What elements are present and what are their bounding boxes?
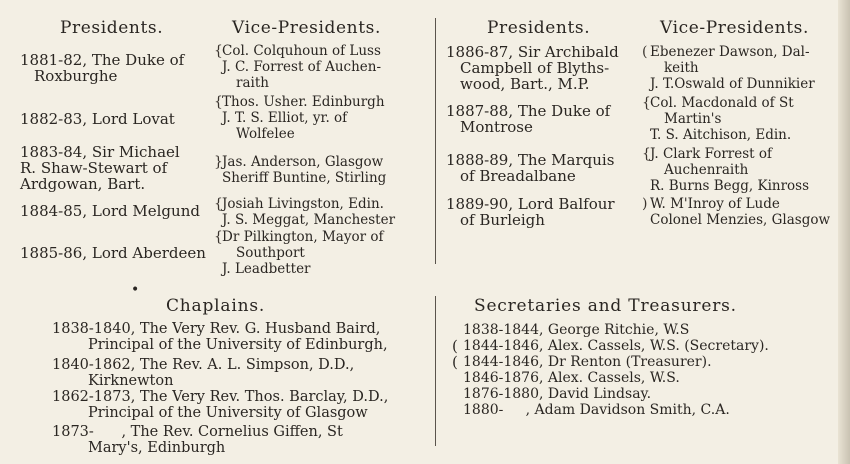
secretary-entry: 1880- , Adam Davidson Smith, C.A. <box>463 402 730 418</box>
secretary-entry: 1844-1846, Dr Renton (Treasurer). <box>463 354 712 370</box>
president-entry-1884 <box>20 203 200 219</box>
vice-president-line: Josiah Livingston, Edin. <box>222 196 384 212</box>
vice-president-line: J. C. Forrest of Auchen- <box>222 59 382 75</box>
president-line: 1885-86, Lord Aberdeen <box>20 244 206 262</box>
secretary-list <box>463 322 769 418</box>
chaplain-entry-1873 <box>52 424 343 456</box>
vice-president-line: Col. Macdonald of St <box>650 95 794 111</box>
president-entry-1886 <box>446 44 619 92</box>
secretary-brace: ( <box>452 353 458 371</box>
president-line: Campbell of Blyths- <box>460 59 610 77</box>
vice-president-line: J. Clark Forrest of <box>650 146 772 162</box>
secretaries-title-text: Secretaries and Treasurers. <box>474 296 737 316</box>
chaplain-entry-1840 <box>52 357 354 389</box>
vice-president-line: Ebenezer Dawson, Dal- <box>650 44 810 60</box>
president-line: 1886-87, Sir Archibald <box>446 43 619 61</box>
vice-president-line: J. Leadbetter <box>222 261 311 277</box>
vice-president-line: Dr Pilkington, Mayor of <box>222 229 384 245</box>
president-line: 1882-83, Lord Lovat <box>20 110 175 128</box>
president-entry-1882 <box>20 111 175 127</box>
column-divider-top <box>435 18 436 264</box>
president-line: 1887-88, The Duke of <box>446 102 611 120</box>
president-entry-1889 <box>446 196 615 228</box>
chaplain-line: Kirknewton <box>88 373 174 389</box>
brace-mark: { <box>214 94 223 110</box>
left-vice-presidents-header <box>232 18 381 38</box>
vice-president-line: Southport <box>236 245 305 261</box>
vice-presidents-1881 <box>214 43 382 91</box>
brace-mark: { <box>214 43 223 59</box>
right-vice-presidents-header-text: Vice-Presidents. <box>660 18 809 38</box>
chaplain-line: 1840-1862, The Rev. A. L. Simpson, D.D., <box>52 357 355 373</box>
chaplain-line: 1873- , The Rev. Cornelius Giffen, St <box>52 424 343 440</box>
president-line: wood, Bart., M.P. <box>460 75 590 93</box>
brace-mark: { <box>214 196 223 212</box>
vice-president-line: Auchenraith <box>664 162 749 178</box>
chaplains-title-text: Chaplains. <box>166 296 266 316</box>
vice-presidents-1886 <box>642 44 815 92</box>
chaplains-title <box>166 296 265 316</box>
vice-presidents-1885 <box>214 229 384 277</box>
vice-president-line: Thos. Usher. Edinburgh <box>222 94 385 110</box>
president-entry-1888 <box>446 152 614 184</box>
vice-president-line: Colonel Menzies, Glasgow <box>650 212 831 228</box>
column-divider-bottom <box>435 296 436 446</box>
vice-president-line: W. M'Inroy of Lude <box>650 196 780 212</box>
vice-president-line: Sheriff Buntine, Stirling <box>222 170 387 186</box>
president-line: 1889-90, Lord Balfour <box>446 195 615 213</box>
vice-president-line: Wolfelee <box>236 126 295 142</box>
vice-president-line: Martin's <box>664 111 722 127</box>
president-line: R. Shaw-Stewart of <box>20 159 168 177</box>
vice-president-line: Jas. Anderson, Glasgow <box>222 154 384 170</box>
president-entry-1883 <box>20 144 180 192</box>
vice-presidents-1882 <box>214 94 385 142</box>
president-line: of Burleigh <box>460 211 545 229</box>
president-entry-1881 <box>20 52 184 84</box>
brace-mark: ) <box>642 196 648 212</box>
vice-presidents-1884 <box>214 196 396 228</box>
brace-mark: { <box>642 95 651 111</box>
secretary-entry: 1876-1880, David Lindsay. <box>463 386 652 402</box>
vice-president-line: J. S. Meggat, Manchester <box>222 212 396 228</box>
president-line: 1883-84, Sir Michael <box>20 143 180 161</box>
vice-president-line: J. T.Oswald of Dunnikier <box>650 76 815 92</box>
president-line: Ardgowan, Bart. <box>20 175 146 193</box>
vice-president-line: R. Burns Begg, Kinross <box>650 178 810 194</box>
chaplain-line: 1838-1840, The Very Rev. G. Husband Baird, <box>52 321 381 337</box>
chaplain-line: Principal of the University of Edinburgh, <box>88 337 388 353</box>
chaplain-line: 1862-1873, The Very Rev. Thos. Barclay, D.D., <box>52 389 389 405</box>
president-entry-1885 <box>20 245 206 261</box>
vice-president-line: J. T. S. Elliot, yr. of <box>222 110 348 126</box>
president-line: 1884-85, Lord Melgund <box>20 202 200 220</box>
president-line: 1881-82, The Duke of <box>20 51 185 69</box>
president-line: Montrose <box>460 118 533 136</box>
vice-presidents-1887 <box>642 95 794 143</box>
brace-mark: { <box>642 146 651 162</box>
president-line: Roxburghe <box>34 67 118 85</box>
chaplain-entry-1838 <box>52 321 388 353</box>
brace-mark: ( <box>642 44 648 60</box>
vice-president-line: T. S. Aitchison, Edin. <box>650 127 792 143</box>
president-entry-1887 <box>446 103 610 135</box>
secretary-entry: 1838-1844, George Ritchie, W.S <box>463 322 690 338</box>
vice-president-line: raith <box>236 75 269 91</box>
chaplain-line: Principal of the University of Glasgow <box>88 405 368 421</box>
left-presidents-header <box>60 18 163 38</box>
vice-president-line: keith <box>664 60 699 76</box>
vice-presidents-1883 <box>214 154 387 186</box>
secretaries-title <box>474 296 737 316</box>
right-presidents-header <box>487 18 590 38</box>
left-presidents-header-text: Presidents. <box>60 18 164 38</box>
vice-president-line: Col. Colquhoun of Luss <box>222 43 381 59</box>
brace-mark: { <box>214 229 223 245</box>
page-edge <box>838 0 850 464</box>
right-vice-presidents-header <box>660 18 809 38</box>
stray-mark: • <box>131 282 140 298</box>
chaplain-entry-1862 <box>52 389 388 421</box>
president-line: of Breadalbane <box>460 167 576 185</box>
secretary-entry: 1846-1876, Alex. Cassels, W.S. <box>463 370 680 386</box>
left-vice-presidents-header-text: Vice-Presidents. <box>232 18 381 38</box>
president-line: 1888-89, The Marquis <box>446 151 615 169</box>
brace-mark: } <box>214 154 223 170</box>
vice-presidents-1888 <box>642 146 810 194</box>
secretary-entry: 1844-1846, Alex. Cassels, W.S. (Secretary). <box>463 338 769 354</box>
chaplain-line: Mary's, Edinburgh <box>88 440 226 456</box>
vice-presidents-1889 <box>642 196 831 228</box>
secretary-brace: ( <box>452 337 458 355</box>
right-presidents-header-text: Presidents. <box>487 18 591 38</box>
